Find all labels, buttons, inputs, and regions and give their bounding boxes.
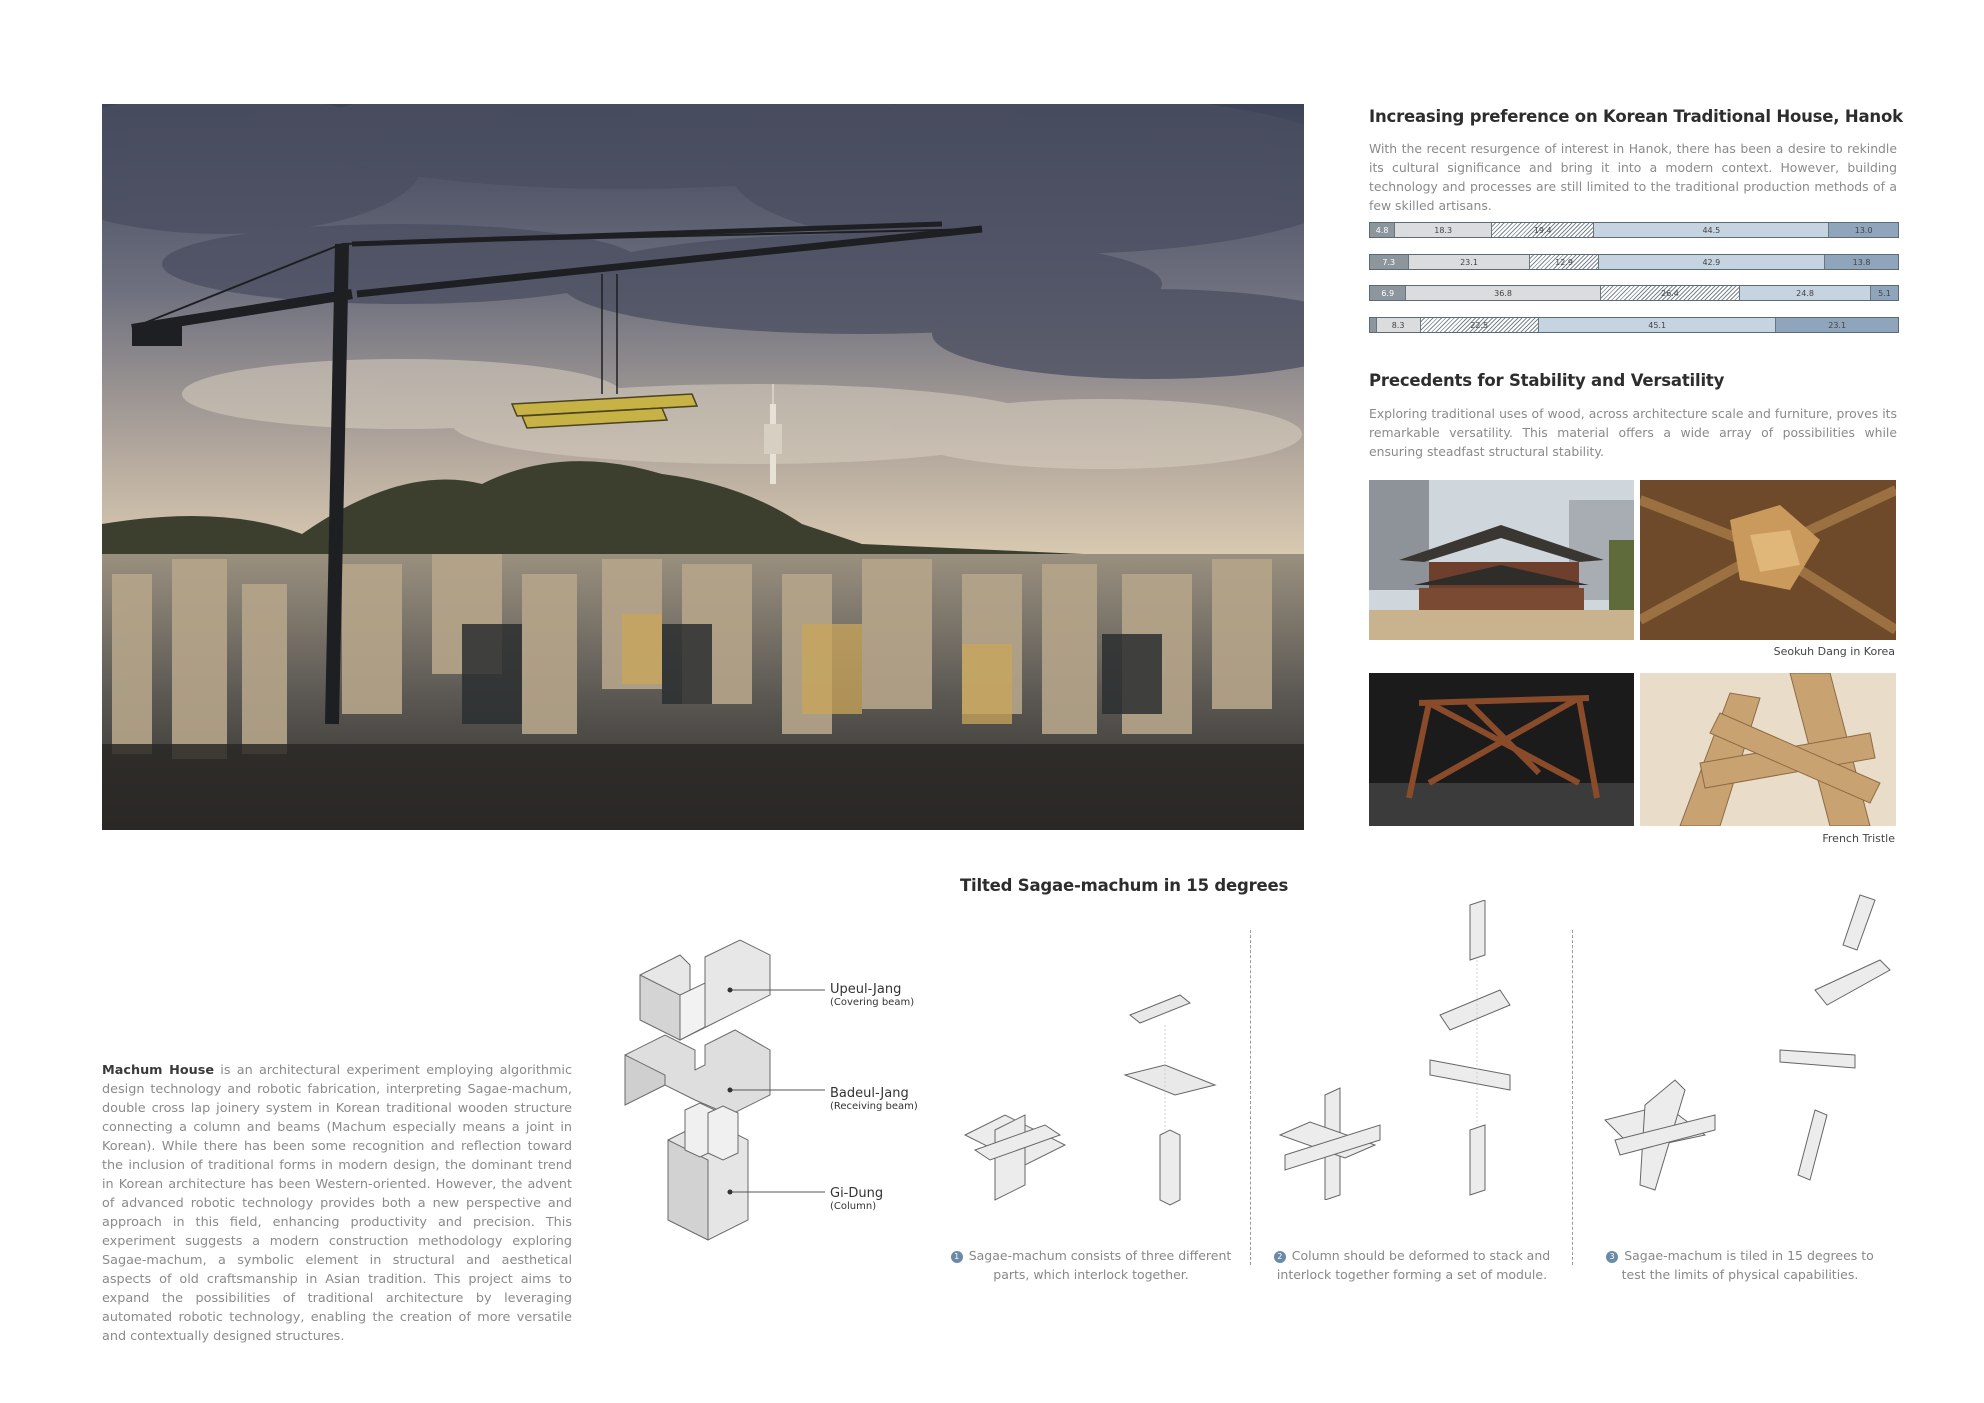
bar-segment: 23.1 xyxy=(1409,255,1531,269)
step1-number: 1 xyxy=(951,1251,963,1263)
section-title-hanok: Increasing preference on Korean Traditional House, Hanok xyxy=(1369,107,1903,126)
bar-segment: 45.1 xyxy=(1539,318,1776,332)
step2-number: 2 xyxy=(1274,1251,1286,1263)
bar-segment: 13.0 xyxy=(1829,223,1898,237)
bar-segment: 7.3 xyxy=(1370,255,1409,269)
bar-segment: 6.9 xyxy=(1370,286,1406,300)
part-label-3: Gi-Dung (Column) xyxy=(830,1186,884,1212)
bar-segment: 12.9 xyxy=(1530,255,1598,269)
divider-2 xyxy=(1572,930,1573,1265)
step3-diagram xyxy=(1595,890,1895,1200)
section-body-hanok: With the recent resurgence of interest in Hanok, there has been a desire to rekindle its cultural significance and bring it into a modern context. However, building technology and processes are still limited to the traditional production methods of a few skilled artisans. xyxy=(1369,141,1897,213)
photo-seokuh-dang xyxy=(1369,480,1634,640)
step2-diagram xyxy=(1270,900,1540,1200)
project-name: Machum House xyxy=(102,1063,215,1078)
project-description xyxy=(102,1061,572,1346)
bar-segment xyxy=(1370,318,1377,332)
bar-segment: 42.9 xyxy=(1599,255,1826,269)
bar-segment: 26.4 xyxy=(1601,286,1740,300)
step3-caption: 3 Sagae-machum is tiled in 15 degrees to test the limits of physical capabilities. xyxy=(1590,1246,1890,1284)
part-label-2: Badeul-Jang (Receiving beam) xyxy=(830,1086,918,1112)
hero-photo xyxy=(102,104,1304,830)
bar-segment: 36.8 xyxy=(1406,286,1600,300)
bar-segment: 44.5 xyxy=(1594,223,1829,237)
divider-1 xyxy=(1250,930,1251,1265)
bar-segment: 24.8 xyxy=(1740,286,1871,300)
caption-seokuh-dang: Seokuh Dang in Korea xyxy=(1773,645,1895,658)
section-body-precedents: Exploring traditional uses of wood, across architecture scale and furniture, proves its remarkable versatility. This material offers a wide array of possibilities while ensuring steadfast structural stability. xyxy=(1369,406,1897,459)
bar-segment: 8.3 xyxy=(1377,318,1421,332)
bar-segment: 23.1 xyxy=(1776,318,1898,332)
project-description-text: is an architectural experiment employing algorithmic design technology and robotic fabrication, interpreting Sagae-machum, double cross lap joinery system in Korean traditional wooden structure connecting a column and beams (Machum especially means a joint in Korean). While there has been some recognition and reflection toward the inclusion of traditional forms in modern design, the dominant trend in Korean architecture has been Western-oriented. However, the advent of advanced robotic technology provides both a new perspective and approach in this field, enhancing productivity and precision. This experiment suggests a modern construction methodology exploring Sagae-machum, a symbolic element in structural and aesthetical aspects of old craftsmanship in Asian tradition. This project aims to expand the possibilities of traditional architecture by leveraging automated robotic technology, enabling the creation of more versatile and contextually designed structures. xyxy=(102,1063,572,1344)
diagram-title: Tilted Sagae-machum in 15 degrees xyxy=(960,876,1289,895)
stacked-bar-row xyxy=(1369,222,1899,238)
step3-number: 3 xyxy=(1606,1251,1618,1263)
stacked-bar-row xyxy=(1369,254,1899,270)
bar-segment: 22.5 xyxy=(1421,318,1539,332)
bar-segment: 18.3 xyxy=(1395,223,1492,237)
caption-french-trestle: French Tristle xyxy=(1822,832,1895,845)
stacked-bar-row xyxy=(1369,317,1899,333)
section-title-precedents: Precedents for Stability and Versatility xyxy=(1369,371,1725,390)
photo-wood-joinery xyxy=(1640,673,1896,826)
step1-diagram xyxy=(955,985,1225,1215)
bar-segment: 19.4 xyxy=(1492,223,1594,237)
bar-segment: 13.8 xyxy=(1825,255,1898,269)
bar-segment: 4.8 xyxy=(1370,223,1395,237)
bar-segment: 5.1 xyxy=(1871,286,1898,300)
stacked-bar-row xyxy=(1369,285,1899,301)
photo-wood-joint xyxy=(1640,480,1896,640)
part-label-1: Upeul-Jang (Covering beam) xyxy=(830,982,915,1008)
step1-caption: 1 Sagae-machum consists of three different parts, which interlock together. xyxy=(941,1246,1241,1284)
step2-caption: 2 Column should be deformed to stack and interlock together forming a set of module. xyxy=(1262,1246,1562,1284)
photo-french-trestle xyxy=(1369,673,1634,826)
